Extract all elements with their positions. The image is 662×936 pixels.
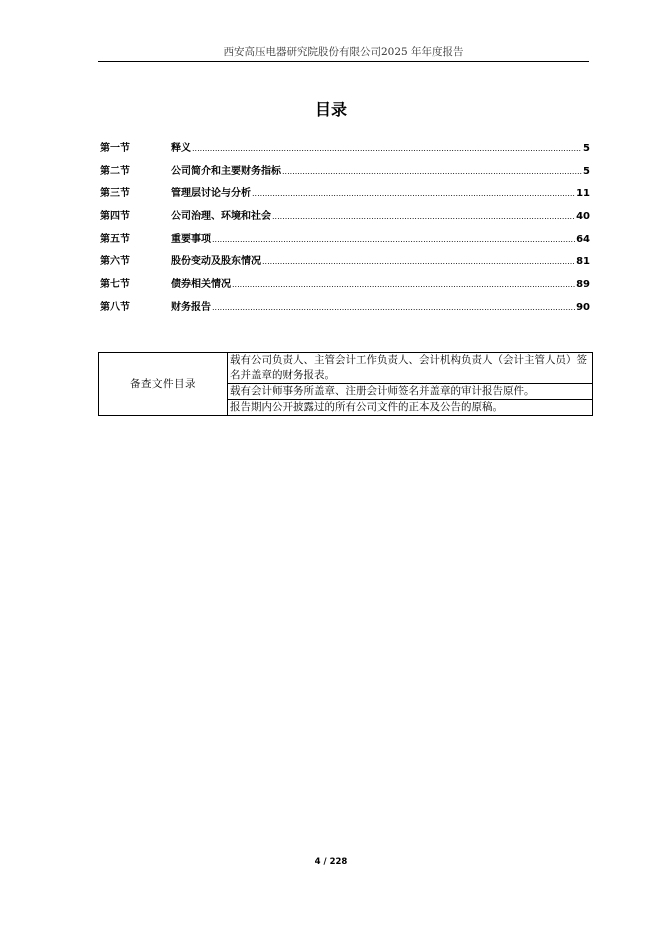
page-title: 目录 bbox=[314, 100, 347, 119]
header-rule bbox=[98, 61, 589, 62]
toc-page-number: 89 bbox=[576, 279, 590, 291]
reference-item: 载有公司负责人、主管会计工作负责人、会计机构负责人（会计主管人员）签名并盖章的财务报表。 bbox=[228, 353, 593, 384]
toc-section-number: 第四节 bbox=[100, 211, 130, 223]
toc-page-number: 40 bbox=[576, 211, 590, 223]
toc-leader-dots bbox=[212, 303, 575, 312]
toc-section-number: 第七节 bbox=[100, 279, 130, 291]
toc-section-number: 第八节 bbox=[100, 301, 130, 313]
toc-page-number: 11 bbox=[576, 188, 590, 200]
toc-entry[interactable] bbox=[100, 252, 590, 275]
toc-entry[interactable] bbox=[100, 230, 590, 253]
toc-section-number: 第一节 bbox=[100, 143, 130, 154]
toc-page-number: 90 bbox=[576, 301, 590, 313]
toc-entry[interactable] bbox=[100, 298, 590, 321]
toc-section-title: 债券相关情况 bbox=[171, 279, 231, 291]
toc-section-number: 第三节 bbox=[100, 188, 130, 200]
toc-page-number: 5 bbox=[583, 165, 590, 177]
toc-entry[interactable] bbox=[100, 207, 590, 230]
toc-section-title: 股份变动及股东情况 bbox=[171, 256, 261, 268]
toc-leader-dots bbox=[192, 144, 582, 153]
toc-page-number: 81 bbox=[576, 256, 590, 268]
reference-documents-table bbox=[98, 352, 593, 416]
toc-section-title: 公司简介和主要财务指标 bbox=[171, 165, 281, 177]
toc-section-title: 财务报告 bbox=[171, 301, 211, 313]
reference-item: 载有会计师事务所盖章、注册会计师签名并盖章的审计报告原件。 bbox=[228, 384, 593, 400]
toc-leader-dots bbox=[262, 257, 575, 266]
toc-entry[interactable] bbox=[100, 184, 590, 207]
table-of-contents bbox=[100, 139, 590, 321]
toc-section-title: 公司治理、环境和社会 bbox=[171, 211, 271, 223]
toc-section-title: 释义 bbox=[171, 143, 191, 154]
toc-page-number: 5 bbox=[583, 143, 590, 154]
page-number: 4 / 228 bbox=[314, 857, 348, 867]
toc-section-title: 重要事项 bbox=[171, 233, 211, 245]
table-row bbox=[99, 353, 593, 384]
toc-section-number: 第二节 bbox=[100, 165, 130, 177]
toc-entry[interactable] bbox=[100, 139, 590, 162]
toc-leader-dots bbox=[212, 235, 575, 244]
toc-leader-dots bbox=[232, 280, 575, 289]
reference-table-label: 备查文件目录 bbox=[99, 353, 228, 416]
running-header: 西安高压电器研究院股份有限公司2025 年年度报告 bbox=[223, 46, 464, 58]
toc-entry[interactable] bbox=[100, 275, 590, 298]
toc-leader-dots bbox=[272, 212, 575, 221]
toc-section-title: 管理层讨论与分析 bbox=[171, 188, 251, 200]
toc-leader-dots bbox=[282, 167, 582, 176]
toc-section-number: 第五节 bbox=[100, 233, 130, 245]
toc-page-number: 64 bbox=[576, 233, 590, 245]
toc-entry[interactable] bbox=[100, 162, 590, 185]
toc-leader-dots bbox=[252, 189, 575, 198]
reference-item: 报告期内公开披露过的所有公司文件的正本及公告的原稿。 bbox=[228, 400, 593, 416]
toc-section-number: 第六节 bbox=[100, 256, 130, 268]
